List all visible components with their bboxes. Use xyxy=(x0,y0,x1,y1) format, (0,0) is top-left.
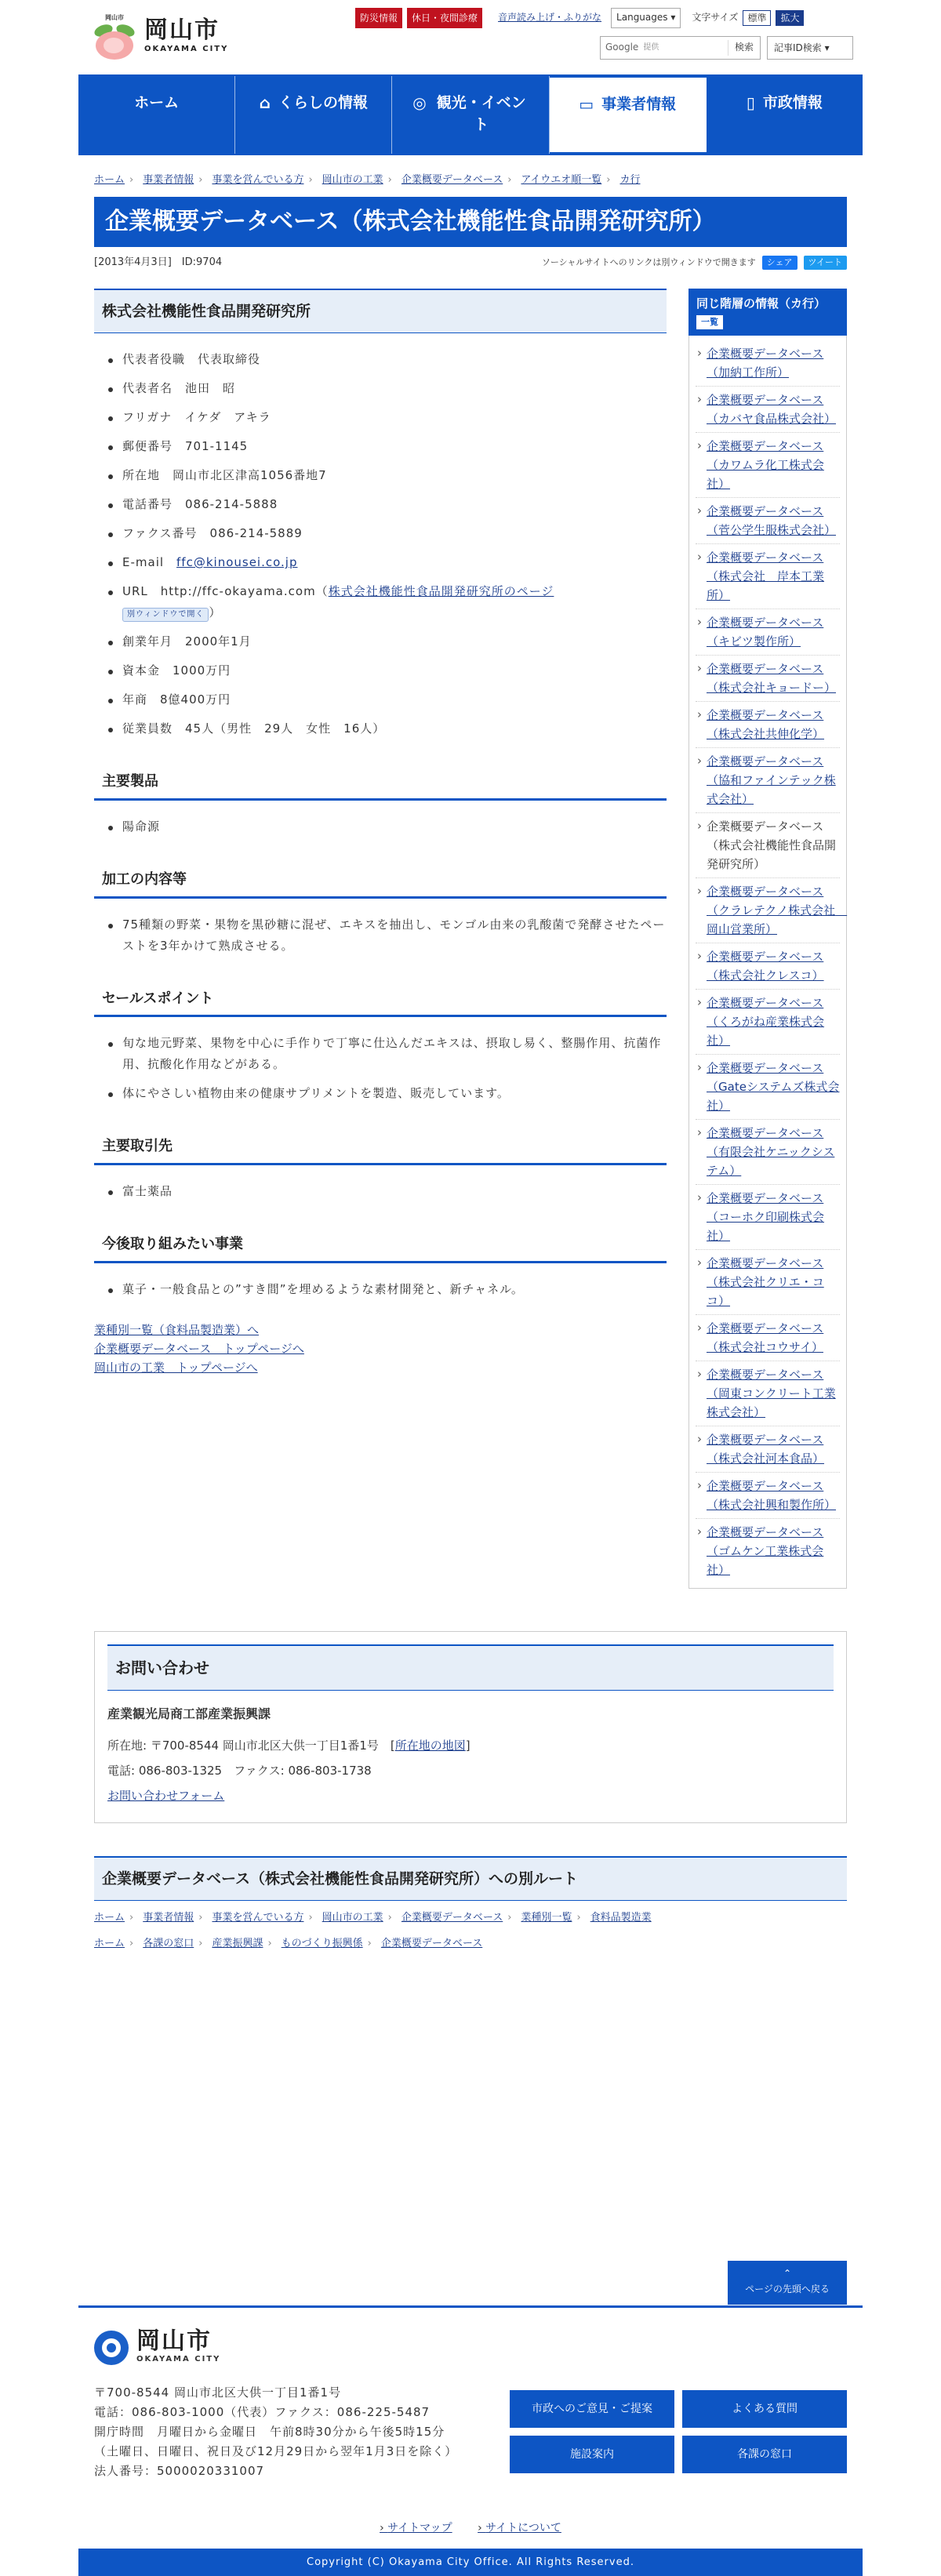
footer-logo[interactable] xyxy=(94,2327,847,2366)
sidebar-link[interactable]: 企業概要データベース（岡東コンクリート工業株式会社） xyxy=(707,1367,836,1419)
route-item[interactable]: 業種別一覧 xyxy=(521,1911,572,1924)
sidebar-link[interactable]: 企業概要データベース（ゴムケン工業株式会社） xyxy=(707,1524,824,1577)
sidebar-item xyxy=(696,544,840,609)
sidebar-link[interactable]: 企業概要データベース（キビツ製作所） xyxy=(707,615,824,649)
email-label: E-mail xyxy=(122,554,177,569)
copyright: Copyright (C) Okayama City Office. All Rights Reserved. xyxy=(78,2549,863,2576)
sidebar-item xyxy=(696,656,840,702)
logo-tag: 岡山市 xyxy=(105,14,124,21)
list-item: 電話番号 086-214-5888 xyxy=(122,494,667,515)
database-top-link[interactable]: 企業概要データベース トップページへ xyxy=(94,1341,304,1356)
sidebar-link[interactable]: 企業概要データベース（クラレテクノ株式会社 岡山営業所） xyxy=(707,884,848,936)
footer-address-line: 〒700-8544 岡山市北区大供一丁目1番1号 xyxy=(94,2385,342,2400)
sidebar-item xyxy=(696,1426,840,1473)
company-site-link[interactable]: 株式会社機能性食品開発研究所のページ xyxy=(328,583,554,598)
nav-tourism-label: 観光・イベント xyxy=(436,94,526,133)
copyright-bar xyxy=(78,2549,863,2576)
disaster-info-button[interactable]: 防災情報 xyxy=(355,8,402,28)
route-item[interactable]: ものづくり振興係 xyxy=(281,1937,363,1949)
industry-list-link[interactable]: 業種別一覧（食料品製造業）へ xyxy=(94,1322,260,1337)
book-icon: ▯ xyxy=(746,93,755,112)
list-item-email xyxy=(122,552,667,573)
nav-living-label: くらしの情報 xyxy=(278,94,368,111)
industry-top-link[interactable]: 岡山市の工業 トップページへ xyxy=(94,1360,258,1375)
route-item[interactable]: 産業振興課 xyxy=(212,1937,263,1949)
nav-home[interactable] xyxy=(78,76,235,154)
sitemap-link[interactable]: › サイトマップ xyxy=(380,2522,452,2534)
nav-home-label: ホーム xyxy=(134,94,180,111)
departments-button[interactable]: 各課の窓口 xyxy=(682,2436,847,2473)
sidebar-item xyxy=(696,1120,840,1185)
list-item: 創業年月 2000年1月 xyxy=(122,631,667,652)
breadcrumb: ホーム › 事業者情報 › 事業を営んでいる方 › 岡山市の工業 › 企業概要データベース › アイウエオ順一覧 › カ行 xyxy=(78,173,863,189)
list-item: 郵便番号 701-1145 xyxy=(122,436,667,457)
contact-department: 産業観光局商工部産業振興課 xyxy=(107,1706,271,1721)
section-heading: セールスポイント xyxy=(94,983,667,1018)
company-name-heading: 株式会社機能性食品開発研究所 xyxy=(94,289,667,333)
list-item: 資本金 1000万円 xyxy=(122,660,667,681)
breadcrumb-item[interactable]: 事業者情報 xyxy=(143,174,194,186)
contact-form-link[interactable]: お問い合わせフォーム xyxy=(107,1788,225,1803)
footer-hours-note: （土曜日、日曜日、祝日及び12月29日から翌年1月3日を除く） xyxy=(94,2444,458,2458)
sidebar-item xyxy=(696,1250,840,1315)
city-emblem-icon xyxy=(94,2331,129,2365)
list-item-url xyxy=(122,581,667,623)
article-id-search-label: 記事ID検索 xyxy=(774,42,822,53)
peach-logo-icon xyxy=(93,14,136,60)
languages-select[interactable] xyxy=(611,8,681,28)
facebook-share-button[interactable]: シェア xyxy=(762,256,797,270)
contact-address-text: 所在地: 〒700-8544 岡山市北区大供一丁目1番1号 [ xyxy=(107,1738,395,1753)
route-item[interactable]: 企業概要データベース xyxy=(401,1911,503,1924)
list-item: ファクス番号 086-214-5889 xyxy=(122,523,667,544)
languages-label: Languages xyxy=(616,12,668,23)
sidebar xyxy=(688,289,847,1589)
sidebar-item xyxy=(696,498,840,544)
sidebar-link[interactable]: 企業概要データベース（カワムラ化工株式会社） xyxy=(707,438,824,491)
page-top-button[interactable] xyxy=(728,2261,847,2305)
nav-business-label: 事業者情報 xyxy=(601,96,677,113)
sidebar-item xyxy=(696,1361,840,1426)
sidebar-link[interactable]: 企業概要データベース（株式会社 岸本工業所） xyxy=(707,550,825,602)
breadcrumb-item[interactable]: 岡山市の工業 xyxy=(322,174,383,186)
route-item[interactable]: 岡山市の工業 xyxy=(322,1911,383,1924)
list-item: 所在地 岡山市北区津高1056番地7 xyxy=(122,465,667,486)
page-meta xyxy=(94,255,847,271)
nav-city-admin[interactable] xyxy=(707,76,863,154)
sidebar-link[interactable]: 企業概要データベース（有限会社ケニックシステム） xyxy=(707,1125,835,1178)
site-search xyxy=(600,36,761,60)
route-item[interactable]: 企業概要データベース xyxy=(380,1937,483,1949)
section-heading: 加工の内容等 xyxy=(94,864,667,899)
footer-phone: 電話：086-803-1000（代表）ファクス：086-225-5487 xyxy=(94,2405,431,2419)
sidebar-link[interactable]: 企業概要データベース（コーホク印刷株式会社） xyxy=(707,1190,825,1243)
holiday-clinic-button[interactable]: 休日・夜間診療 xyxy=(407,8,482,28)
section-heading: 今後取り組みたい事業 xyxy=(94,1229,667,1263)
contact-address-close: ] xyxy=(465,1738,470,1753)
global-nav xyxy=(78,74,863,155)
chevron-down-icon: ▾ xyxy=(670,12,676,23)
sidebar-link[interactable]: 企業概要データベース（菅公学生服株式会社） xyxy=(707,503,837,537)
route-line: ホーム › 事業者情報 › 事業を営んでいる方 › 岡山市の工業 › 企業概要データベース › 業種別一覧 › 食料品製造業 xyxy=(94,1910,847,1927)
article-id-search-select[interactable] xyxy=(767,36,853,60)
route-item[interactable]: 事業を営んでいる方 xyxy=(212,1911,304,1924)
section-heading: 主要取引先 xyxy=(94,1131,667,1165)
list-item: 従業員数 45人（男性 29人 女性 16人） xyxy=(122,718,667,739)
site-footer xyxy=(78,2305,863,2534)
sidebar-item xyxy=(696,340,840,387)
route-item[interactable]: 食料品製造業 xyxy=(590,1911,652,1924)
nav-city-admin-label: 市政情報 xyxy=(762,94,823,111)
sidebar-item xyxy=(696,702,840,748)
route-item[interactable]: ホーム xyxy=(94,1937,125,1949)
footer-buttons xyxy=(510,2390,847,2473)
main-content xyxy=(94,289,667,1589)
sidebar-link[interactable]: 企業概要データベース（株式会社共伸化学） xyxy=(707,707,825,741)
contact-address xyxy=(107,1733,834,1758)
sidebar-link[interactable]: 企業概要データベース（株式会社キョードー） xyxy=(707,661,837,695)
font-size-label: 文字サイズ xyxy=(692,12,739,24)
new-window-icon: 別ウィンドウで開く xyxy=(122,608,209,622)
chevron-down-icon: ▾ xyxy=(824,42,830,53)
sidebar-item xyxy=(696,1055,840,1120)
sidebar-link[interactable]: 企業概要データベース（Gateシステムズ株式会社） xyxy=(707,1060,840,1113)
list-item: 陽命源 xyxy=(122,816,667,837)
list-item: 旬な地元野菜、果物を中心に手作りで丁寧に仕込んだエキスは、摂取し易く、整腸作用、抗菌作用、抗酸化作用などがある。 xyxy=(122,1033,667,1075)
footer-logo-jp: 岡山市 xyxy=(136,2327,212,2355)
twitter-tweet-button[interactable]: ツイート xyxy=(804,256,847,270)
update-date: [2013年4月3日] xyxy=(94,256,172,268)
chevron-up-icon: ⌃ xyxy=(783,2268,792,2279)
sidebar-link[interactable]: 企業概要データベース（株式会社興和製作所） xyxy=(707,1478,837,1512)
sidebar-item xyxy=(696,878,848,943)
route-item[interactable]: ホーム xyxy=(94,1911,125,1924)
article-id: ID:9704 xyxy=(181,256,223,268)
sidebar-heading-text: 同じ階層の情報（カ行） xyxy=(696,296,827,311)
sidebar-item xyxy=(696,943,840,990)
section-heading: 主要製品 xyxy=(94,766,667,801)
breadcrumb-item[interactable]: 企業概要データベース xyxy=(401,174,503,186)
route-item[interactable]: 各課の窓口 xyxy=(143,1937,194,1949)
breadcrumb-item[interactable]: 事業を営んでいる方 xyxy=(212,174,304,186)
facility-button[interactable]: 施設案内 xyxy=(510,2436,674,2473)
site-header xyxy=(78,0,863,74)
related-links xyxy=(94,1321,667,1377)
footer-links xyxy=(78,2520,863,2537)
sidebar-item xyxy=(696,433,840,498)
content-columns xyxy=(94,289,847,1589)
page-title: 企業概要データベース（株式会社機能性食品開発研究所） xyxy=(94,197,847,247)
footer-logo-en: OKAYAMA CITY xyxy=(136,2355,221,2363)
contact-phone: 電話: 086-803-1325 ファクス: 086-803-1738 xyxy=(107,1763,372,1778)
page-top-label: ページの先頭へ戻る xyxy=(745,2284,830,2294)
map-link[interactable]: 所在地の地図 xyxy=(394,1738,466,1753)
sidebar-link[interactable]: 企業概要データベース（株式会社クリエ・ココ） xyxy=(707,1255,824,1308)
breadcrumb-item[interactable]: カ行 xyxy=(619,174,641,186)
list-item: 年商 8億400万円 xyxy=(122,689,667,710)
url-label: URL http://ffc-okayama.com（ xyxy=(122,583,329,598)
email-link[interactable]: ffc@kinousei.co.jp xyxy=(176,554,298,569)
logo-en: OKAYAMA CITY xyxy=(144,45,229,53)
list-item: 体にやさしい植物由来の健康サプリメントを製造、販売しています。 xyxy=(122,1083,667,1104)
nav-tourism[interactable] xyxy=(392,76,549,154)
sidebar-item xyxy=(696,1315,840,1361)
sidebar-link[interactable]: 企業概要データベース（株式会社クレスコ） xyxy=(707,949,824,983)
sidebar-item xyxy=(696,1185,840,1250)
route-line: ホーム › 各課の窓口 › 産業振興課 › ものづくり振興係 › 企業概要データベース xyxy=(94,1936,847,1953)
sidebar-heading xyxy=(688,289,847,336)
list-item: 菓子・一般食品との”すき間”を埋めるような素材開発と、新チャネル。 xyxy=(122,1279,667,1300)
sidebar-item xyxy=(696,1519,840,1583)
sidebar-link[interactable]: 企業概要データベース（株式会社河本食品） xyxy=(707,1432,825,1466)
house-icon: ⌂ xyxy=(259,93,271,112)
speech-furigana-link[interactable]: 音声読み上げ・ふりがな xyxy=(498,12,602,24)
search-button[interactable]: 検索 xyxy=(728,40,760,55)
footer-hours: 開庁時間 月曜日から金曜日 午前8時30分から午後5時15分 xyxy=(94,2425,445,2439)
about-site-link[interactable]: › サイトについて xyxy=(478,2522,561,2534)
sidebar-item xyxy=(696,990,840,1055)
sidebar-current-label: 企業概要データベース（株式会社機能性食品開発研究所） xyxy=(707,819,837,871)
list-item: 代表者名 池田 昭 xyxy=(122,378,667,399)
list-item: 代表者役職 代表取締役 xyxy=(122,349,667,370)
utility-bar xyxy=(355,8,804,28)
font-size-large-button[interactable]: 拡大 xyxy=(776,10,804,26)
opinion-button[interactable]: 市政へのご意見・ご提案 xyxy=(510,2390,674,2428)
faq-button[interactable]: よくある質問 xyxy=(682,2390,847,2428)
footer-corp-number: 法人番号：5000020331007 xyxy=(94,2464,265,2478)
sidebar-list xyxy=(688,336,847,1589)
breadcrumb-item[interactable]: アイウエオ順一覧 xyxy=(521,174,602,186)
logo-jp: 岡山市 xyxy=(144,16,220,44)
contact-box xyxy=(94,1631,847,1823)
page-wrapper xyxy=(78,0,863,2568)
sidebar-item xyxy=(696,748,840,813)
sidebar-link[interactable]: 企業概要データベース（加納工作所） xyxy=(707,346,824,380)
list-item: 75種類の野菜・果物を黒砂糖に混ぜ、エキスを抽出し、モンゴル由来の乳酸菌で発酵させたペーストを3年かけて熟成させる。 xyxy=(122,914,667,957)
alternate-route xyxy=(94,1856,847,1953)
google-label: Google xyxy=(605,42,639,53)
social-note: ソーシャルサイトへのリンクは別ウィンドウで開きます xyxy=(541,257,756,268)
search-input[interactable]: 提供 xyxy=(643,43,659,52)
sidebar-item xyxy=(696,1473,840,1519)
route-item[interactable]: 事業者情報 xyxy=(143,1911,194,1924)
nav-living[interactable] xyxy=(235,76,392,154)
breadcrumb-item[interactable]: ホーム xyxy=(94,174,125,186)
route-heading: 企業概要データベース（株式会社機能性食品開発研究所）への別ルート xyxy=(94,1856,847,1901)
sidebar-link[interactable]: 企業概要データベース（株式会社コウサイ） xyxy=(707,1321,824,1354)
briefcase-icon: ▭ xyxy=(579,95,594,114)
site-logo[interactable] xyxy=(93,14,228,60)
sidebar-item-current xyxy=(696,813,840,878)
nav-business[interactable] xyxy=(550,78,707,152)
list-item: フリガナ イケダ アキラ xyxy=(122,407,667,428)
sidebar-link[interactable]: 企業概要データベース（カバヤ食品株式会社） xyxy=(707,392,837,426)
sidebar-link[interactable]: 企業概要データベース（くろがね産業株式会社） xyxy=(707,995,825,1048)
sidebar-list-button[interactable]: 一覧 xyxy=(696,315,723,329)
company-details xyxy=(94,333,667,750)
list-item: 富士薬品 xyxy=(122,1181,667,1202)
font-size-standard-button[interactable]: 標準 xyxy=(743,10,771,26)
sidebar-link[interactable]: 企業概要データベース（協和ファインテック株式会社） xyxy=(707,754,836,806)
sidebar-item xyxy=(696,387,840,433)
url-close: ） xyxy=(209,605,222,619)
contact-heading: お問い合わせ xyxy=(107,1644,834,1691)
camera-icon: ◎ xyxy=(412,93,427,112)
sidebar-item xyxy=(696,609,840,656)
